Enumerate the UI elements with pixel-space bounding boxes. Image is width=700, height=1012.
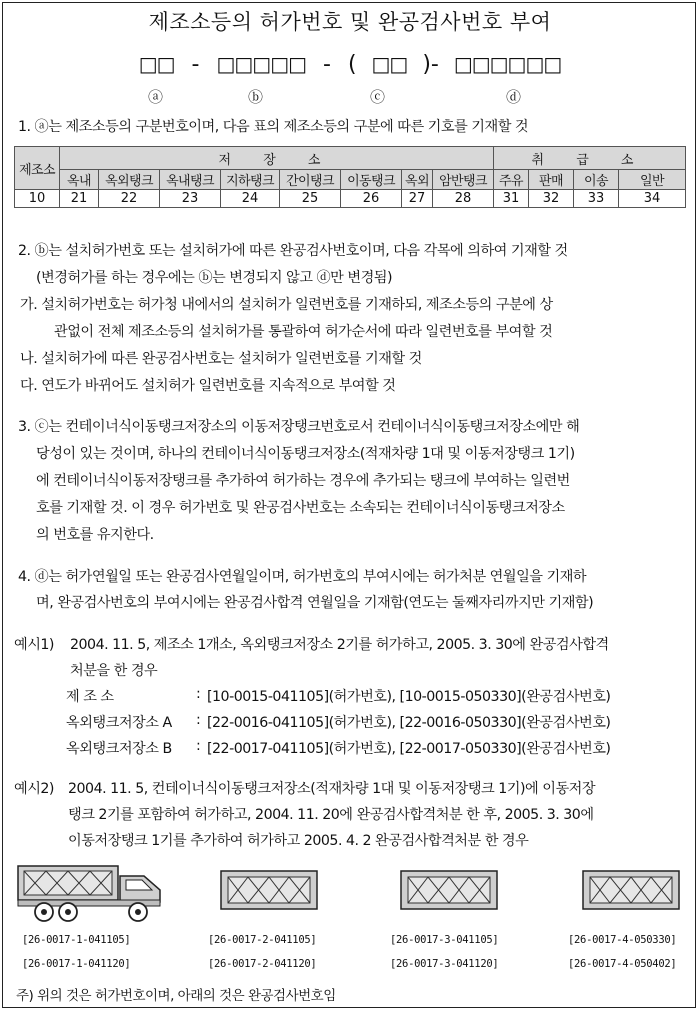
format-part-d: □□□□□□ [453, 52, 562, 76]
table-header-cell: 간이탱크 [280, 170, 341, 190]
section4-line: 며, 완공검사번호의 부여시에는 완공검사합격 연월일을 기재함(연도는 둘째자리까지만 기재함) [36, 595, 594, 611]
unit-permit-number: [26-0017-1-041105] [22, 934, 131, 946]
unit-permit-number: [26-0017-4-050330] [568, 934, 677, 946]
marker-a: ⓐ [148, 88, 164, 106]
container-tank-illustration [582, 870, 680, 910]
table-code-cell: 25 [280, 190, 341, 208]
table-header-cell: 암반탱크 [433, 170, 494, 190]
example1-row-sep: : [196, 686, 201, 702]
example1-row-name: 옥외탱크저장소 A [66, 715, 172, 731]
marker-b: ⓑ [248, 88, 264, 106]
table-header-cell: 일반 [619, 170, 686, 190]
example1-row-value: [22-0017-041105](허가번호), [22-0017-050330](완공검사번호) [207, 741, 611, 757]
section3-line: 호를 기재할 것. 이 경우 허가번호 및 완공검사번호는 소속되는 컨테이너식이동탱크저장소 [36, 500, 565, 516]
table-code-cell: 28 [433, 190, 494, 208]
example1-line: 2004. 11. 5, 제조소 1개소, 옥외탱크저장소 2기를 허가하고, 2005. 3. 30에 완공검사합격 [70, 637, 609, 653]
marker-d: ⓓ [506, 88, 522, 106]
example2-label: 예시2) [14, 781, 54, 797]
table-header-cell: 옥내탱크 [160, 170, 221, 190]
table-header-cell: 주유 [494, 170, 529, 190]
table-code-cell: 22 [99, 190, 160, 208]
container-tank-illustration [400, 870, 498, 910]
container-tank-illustration [220, 870, 318, 910]
section2-line: 관없이 전체 제조소등의 설치허가를 통괄하여 허가순서에 따라 일련번호를 부여할 것 [54, 324, 553, 340]
table-header-cell: 판매 [529, 170, 574, 190]
table-code-cell: 34 [619, 190, 686, 208]
example1-row-sep: : [196, 712, 201, 728]
table-header-cell: 이송 [574, 170, 619, 190]
format-part-b: □□□□□ [216, 52, 306, 76]
table-code-cell: 10 [15, 190, 60, 208]
unit-completion-number: [26-0017-1-041120] [22, 958, 131, 970]
example1-row-name: 옥외탱크저장소 B [66, 741, 172, 757]
table-header-storage: 저 장 소 [60, 147, 494, 170]
table-code-cell: 24 [221, 190, 280, 208]
table-header-cell: 옥외 [402, 170, 433, 190]
unit-completion-number: [26-0017-3-041120] [390, 958, 499, 970]
page-title: 제조소등의 허가번호 및 완공검사번호 부여 [148, 10, 552, 34]
table-header-cell: 지하탱크 [221, 170, 280, 190]
section2-line: 나. 설치허가에 따른 완공검사번호는 설치허가 일련번호를 기재할 것 [20, 351, 422, 367]
facility-code-table [14, 146, 686, 208]
example1-row-name: 제 조 소 [66, 689, 114, 705]
section2-line: 다. 연도가 바뀌어도 설치허가 일련번호를 지속적으로 부여할 것 [20, 378, 396, 394]
unit-completion-number: [26-0017-4-050402] [568, 958, 677, 970]
section4-line: 4. ⓓ는 허가연월일 또는 완공검사연월일이며, 허가번호의 부여시에는 허가처분 연월일을 기재하 [18, 569, 587, 585]
format-dash-1: - [191, 52, 200, 77]
section3-line: 의 번호를 유지한다. [36, 527, 154, 543]
marker-c: ⓒ [370, 88, 386, 106]
footnote: 주) 위의 것은 허가번호이며, 아래의 것은 완공검사번호임 [16, 988, 336, 1004]
table-code-cell: 21 [60, 190, 99, 208]
table-header-cell: 옥외탱크 [99, 170, 160, 190]
example2-line: 탱크 2기를 포함하여 허가하고, 2004. 11. 20에 완공검사합격처분 한 후, 2005. 3. 30에 [68, 807, 594, 823]
example1-line: 처분을 한 경우 [70, 663, 158, 679]
example1-row-value: [22-0016-041105](허가번호), [22-0016-050330](완공검사번호) [207, 715, 611, 731]
section2-line: 2. ⓑ는 설치허가번호 또는 설치허가에 따른 완공검사번호이며, 다음 각목에 의하여 기재할 것 [18, 243, 568, 259]
unit-permit-number: [26-0017-3-041105] [390, 934, 499, 946]
format-part-c: □□ [371, 52, 408, 76]
section1-text: 1. ⓐ는 제조소등의 구분번호이며, 다음 표의 제조소등의 구분에 따른 기호를 기재할 것 [18, 119, 529, 135]
section2-line: 가. 설치허가번호는 허가청 내에서의 설치허가 일련번호를 기재하되, 제조소등의 구분에 상 [20, 297, 553, 313]
format-part-a: □□ [138, 52, 175, 76]
table-header-cell: 옥내 [60, 170, 99, 190]
table-code-cell: 27 [402, 190, 433, 208]
unit-completion-number: [26-0017-2-041120] [208, 958, 317, 970]
table-header-cell: 이동탱크 [341, 170, 402, 190]
table-code-cell: 31 [494, 190, 529, 208]
table-header-handling: 취 급 소 [494, 147, 686, 170]
section2-line: (변경허가를 하는 경우에는 ⓑ는 변경되지 않고 ⓓ만 변경됨) [36, 270, 393, 286]
table-code-cell: 33 [574, 190, 619, 208]
example1-label: 예시1) [14, 637, 54, 653]
example1-row-value: [10-0015-041105](허가번호), [10-0015-050330](완공검사번호) [207, 689, 611, 705]
number-format [0, 52, 700, 77]
table-header-factory: 제조소 [15, 147, 60, 190]
section3-line: 당성이 있는 것이며, 하나의 컨테이너식이동탱크저장소(적재차량 1대 및 이동저장탱크 1기) [36, 446, 575, 462]
format-dash-2: - [322, 52, 331, 77]
truck-container-illustration [16, 862, 166, 924]
table-code-cell: 32 [529, 190, 574, 208]
table-code-cell: 26 [341, 190, 402, 208]
format-paren-open: ( [347, 52, 357, 77]
section3-line: 3. ⓒ는 컨테이너식이동탱크저장소의 이동저장탱크번호로서 컨테이너식이동탱크저장소에만 해 [18, 419, 580, 435]
example1-row-sep: : [196, 738, 201, 754]
format-paren-close: )- [422, 52, 439, 77]
table-code-cell: 23 [160, 190, 221, 208]
example2-line: 2004. 11. 5, 컨테이너식이동탱크저장소(적재차량 1대 및 이동저장탱크 1기)에 이동저장 [68, 781, 596, 797]
unit-permit-number: [26-0017-2-041105] [208, 934, 317, 946]
example2-line: 이동저장탱크 1기를 추가하여 허가하고 2005. 4. 2 완공검사합격처분 한 경우 [68, 833, 529, 849]
section3-line: 에 컨테이너식이동저장탱크를 추가하여 허가하는 경우에 추가되는 탱크에 부여하는 일련번 [36, 473, 570, 489]
